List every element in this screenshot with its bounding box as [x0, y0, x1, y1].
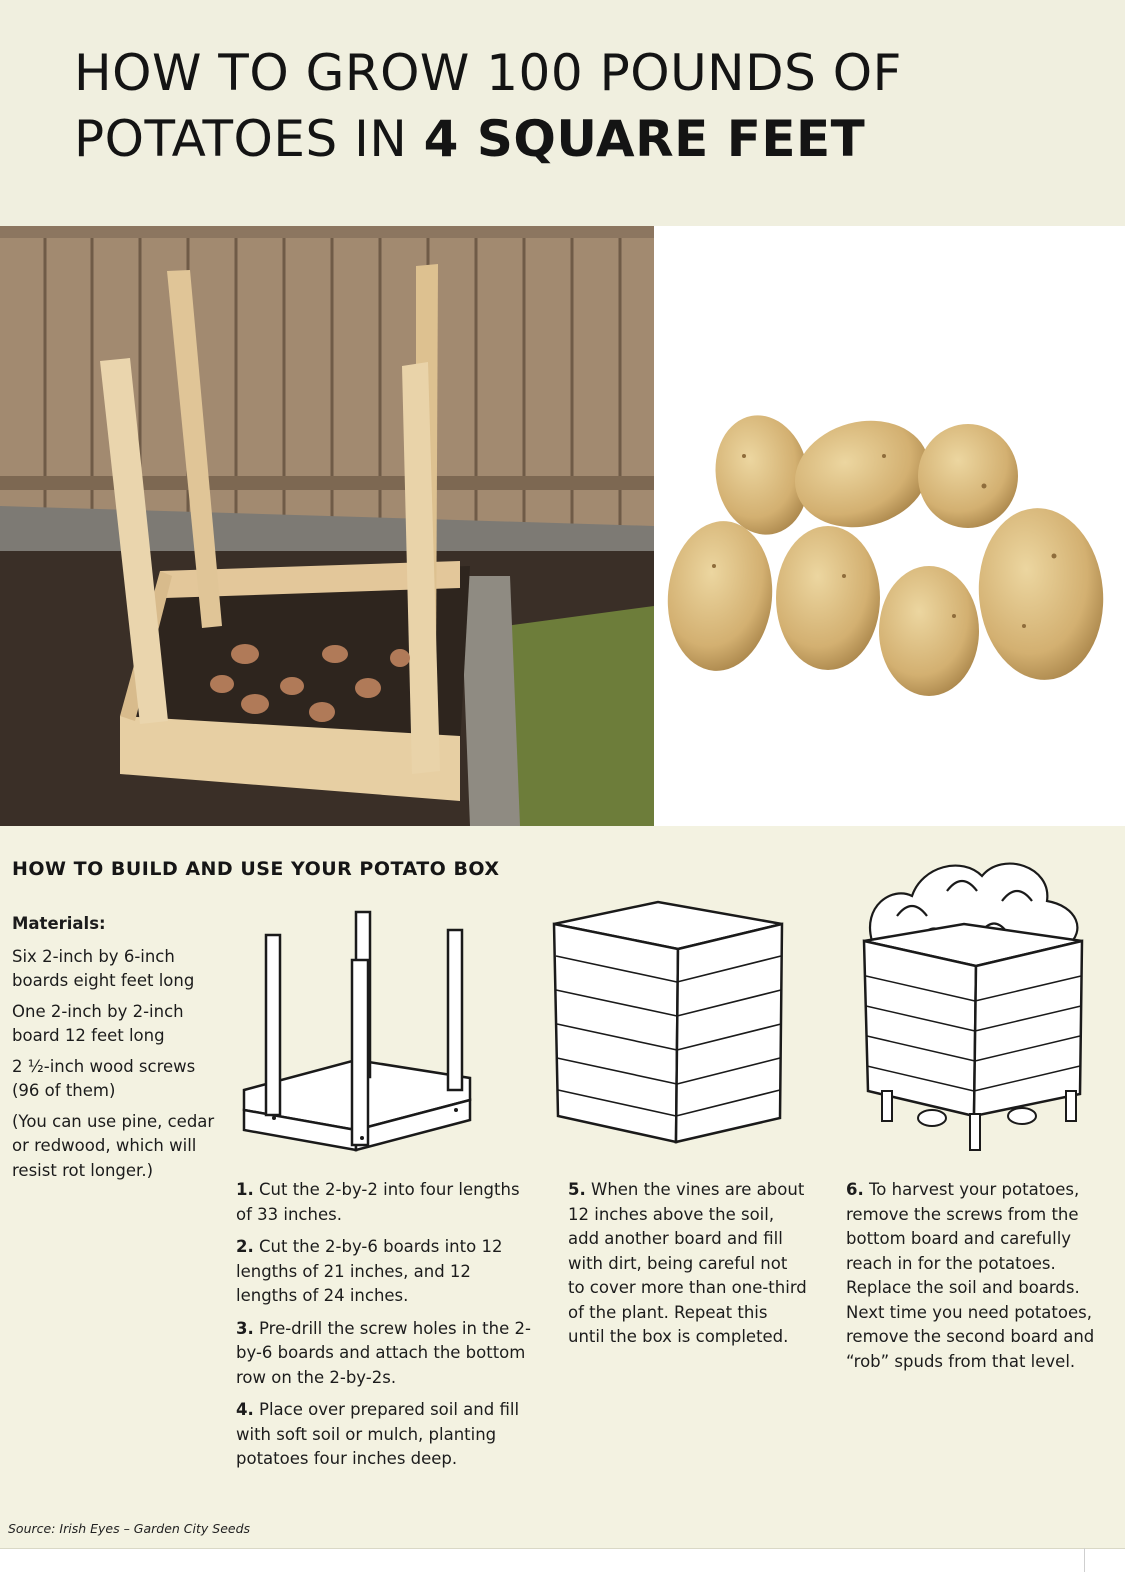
step-text: To harvest your potatoes, remove the screws from the bottom board and carefully reach in for the potatoes. Replace the soil and boards. Next time you need potatoes, remove the second board and “rob” spuds from that level.	[846, 1180, 1095, 1371]
completed-box-illustration	[548, 894, 788, 1146]
potato-box-photo	[0, 226, 654, 826]
plant-box-illustration	[852, 846, 1098, 1158]
step-text: Cut the 2-by-2 into four lengths of 33 inches.	[236, 1180, 520, 1224]
material-item: Six 2-inch by 6-inch boards eight feet long	[12, 946, 195, 990]
frame-illustration	[236, 900, 478, 1165]
step-number: 2.	[236, 1237, 254, 1256]
materials-list	[12, 912, 217, 1189]
material-note: (You can use pine, cedar or redwood, which will resist rot longer.)	[12, 1111, 215, 1180]
section-heading: HOW TO BUILD AND USE YOUR POTATO BOX	[12, 858, 500, 880]
step-number: 6.	[846, 1180, 864, 1199]
step-item	[236, 1317, 536, 1391]
potato-box-photo-drawing	[0, 226, 654, 826]
bottom-edge	[0, 1548, 1125, 1573]
header	[0, 0, 1125, 226]
page-title	[74, 40, 902, 172]
source-credit: Source: Irish Eyes – Garden City Seeds	[8, 1521, 251, 1536]
step-number: 1.	[236, 1180, 254, 1199]
steps-column-3	[846, 1178, 1116, 1382]
step-number: 3.	[236, 1318, 254, 1338]
step-number: 4.	[236, 1400, 254, 1419]
step-item	[236, 1235, 536, 1309]
step-text: When the vines are about 12 inches above the soil, add another board and fill with dirt, being careful not to cover more than one-third of the plant. Repeat this until the box is completed.	[568, 1180, 807, 1346]
step-text: Place over prepared soil and fill with soft soil or mulch, planting potatoes four inches deep.	[236, 1400, 520, 1468]
step-text: Cut the 2-by-6 boards into 12 lengths of 21 inches, and 12 lengths of 24 inches.	[236, 1237, 503, 1305]
materials-heading: Materials:	[12, 914, 106, 933]
step-item	[846, 1178, 1116, 1374]
step-item	[236, 1178, 536, 1227]
steps-column-2	[568, 1178, 808, 1358]
material-item: One 2-inch by 2-inch board 12 feet long	[12, 1001, 184, 1045]
step-item	[568, 1178, 808, 1350]
title-line-2-prefix: POTATOES IN	[74, 110, 424, 168]
potatoes-photo	[654, 226, 1125, 826]
step-number: 5.	[568, 1180, 586, 1199]
step-item	[236, 1398, 536, 1472]
edge-divider	[1084, 1548, 1085, 1572]
potatoes-photo-drawing	[654, 226, 1125, 826]
step-text: Pre-drill the screw holes in the 2-by-6 boards and attach the bottom row on the 2-by-2s.	[236, 1318, 531, 1387]
title-line-2-bold: 4 SQUARE FEET	[423, 110, 866, 168]
title-line-1: HOW TO GROW 100 POUNDS OF	[74, 44, 902, 102]
steps-column-1	[236, 1178, 536, 1480]
material-item: 2 ½-inch wood screws (96 of them)	[12, 1056, 196, 1100]
